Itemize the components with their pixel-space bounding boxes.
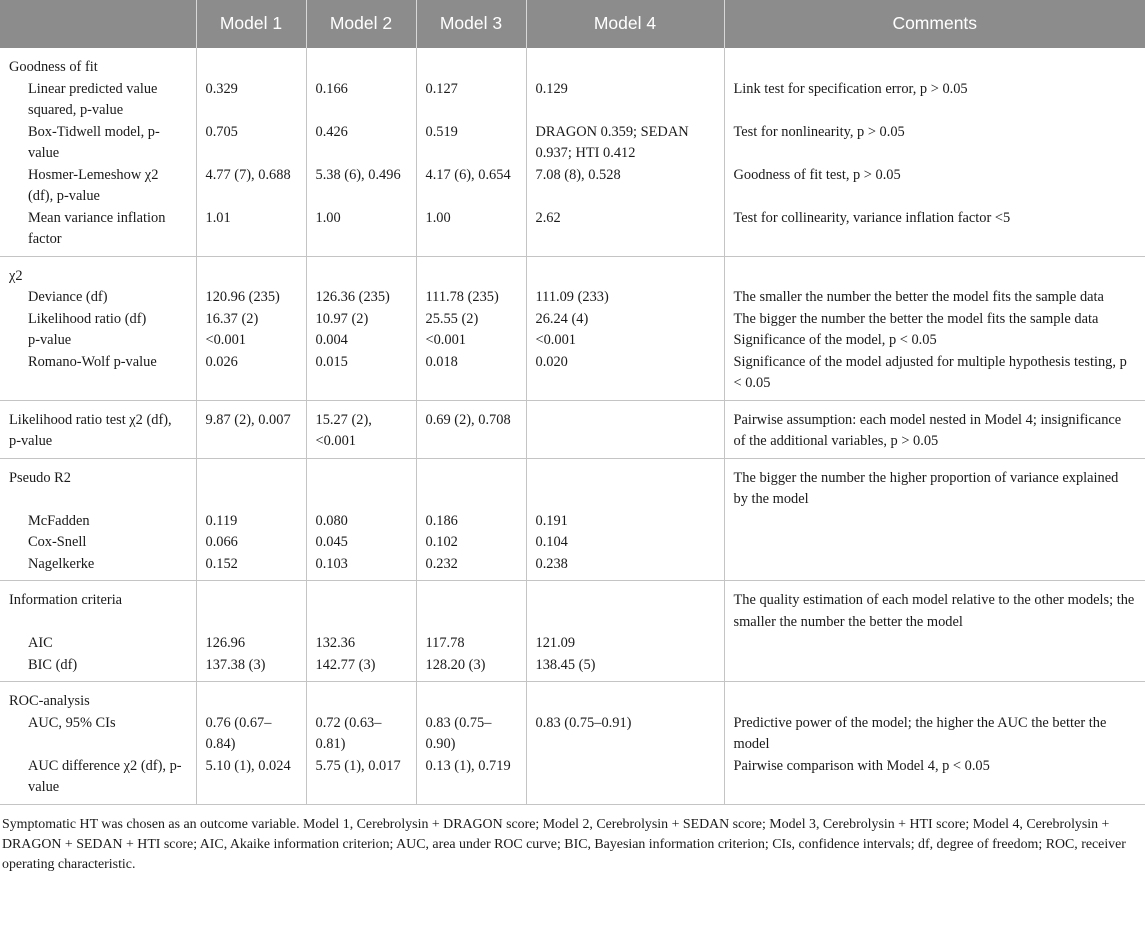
model-1-cell: 0.329 bbox=[196, 79, 306, 122]
model-1-cell: 137.38 (3) bbox=[196, 655, 306, 682]
model-1-cell: 0.705 bbox=[196, 122, 306, 165]
model-1-cell: 0.066 bbox=[196, 532, 306, 554]
model-1-cell: 4.77 (7), 0.688 bbox=[196, 165, 306, 208]
section-pseudo-r2-title bbox=[0, 458, 1145, 511]
model-4-cell: 0.83 (0.75–0.91) bbox=[526, 713, 724, 756]
model-2-cell: 0.004 bbox=[306, 330, 416, 352]
section-chi-square-title bbox=[0, 256, 1145, 287]
model-1-cell: 9.87 (2), 0.007 bbox=[196, 400, 306, 458]
section-title: ROC-analysis bbox=[9, 693, 90, 709]
table-row bbox=[0, 713, 1145, 756]
row-label: Deviance (df) bbox=[28, 289, 108, 305]
row-label: AUC difference χ2 (df), p-value bbox=[0, 756, 196, 805]
section-likelihood-ratio-test bbox=[0, 400, 1145, 458]
model-4-cell: 26.24 (4) bbox=[526, 309, 724, 331]
model-3-cell: 117.78 bbox=[416, 633, 526, 655]
model-2-cell: 5.38 (6), 0.496 bbox=[306, 165, 416, 208]
model-2-cell: 132.36 bbox=[306, 633, 416, 655]
comment-cell: Test for nonlinearity, p > 0.05 bbox=[724, 122, 1145, 165]
row-label: Mean variance inflation factor bbox=[0, 208, 196, 257]
row-label: Cox-Snell bbox=[28, 534, 87, 550]
table-row bbox=[0, 554, 1145, 581]
model-4-cell: <0.001 bbox=[526, 330, 724, 352]
section-title: Information criteria bbox=[9, 592, 123, 608]
model-4-cell: 0.238 bbox=[526, 554, 724, 581]
row-label: Box-Tidwell model, p-value bbox=[28, 123, 160, 161]
comment-cell: The smaller the number the better the model fits the sample data bbox=[724, 287, 1145, 309]
model-3-cell: 1.00 bbox=[416, 208, 526, 257]
model-3-cell: 4.17 (6), 0.654 bbox=[416, 165, 526, 208]
model-2-cell: 0.72 (0.63–0.81) bbox=[306, 713, 416, 756]
table-row bbox=[0, 511, 1145, 533]
section-title: Pseudo R2 bbox=[9, 469, 71, 486]
comment-cell: Test for collinearity, variance inflation factor <5 bbox=[724, 208, 1145, 257]
model-1-cell: 0.026 bbox=[196, 352, 306, 401]
model-2-cell: 10.97 (2) bbox=[306, 309, 416, 331]
comment-cell bbox=[724, 511, 1145, 533]
header-model-2: Model 2 bbox=[306, 0, 416, 48]
model-4-cell: 0.020 bbox=[526, 352, 724, 401]
model-3-cell: 0.018 bbox=[416, 352, 526, 401]
model-1-cell: 120.96 (235) bbox=[196, 287, 306, 309]
model-4-cell: 0.104 bbox=[526, 532, 724, 554]
comment-cell: Significance of the model, p < 0.05 bbox=[724, 330, 1145, 352]
comment-cell bbox=[724, 532, 1145, 554]
row-label: Hosmer-Lemeshow χ2 (df), p-value bbox=[28, 166, 159, 204]
comment-cell bbox=[724, 633, 1145, 655]
model-4-cell: 0.129 bbox=[526, 79, 724, 122]
model-2-cell: 0.045 bbox=[306, 532, 416, 554]
section-title: Goodness of fit bbox=[9, 59, 98, 75]
model-4-cell: 0.191 bbox=[526, 511, 724, 533]
model-4-cell: 111.09 (233) bbox=[526, 287, 724, 309]
row-label: Likelihood ratio (df) bbox=[28, 310, 147, 327]
row-label: BIC (df) bbox=[0, 655, 196, 682]
model-3-cell: 25.55 (2) bbox=[416, 309, 526, 331]
model-4-cell: 2.62 bbox=[526, 208, 724, 257]
header-row bbox=[0, 0, 1145, 48]
model-3-cell: 0.102 bbox=[416, 532, 526, 554]
model-2-cell: 0.103 bbox=[306, 554, 416, 581]
model-3-cell: 0.519 bbox=[416, 122, 526, 165]
model-2-cell: 0.166 bbox=[306, 79, 416, 122]
model-3-cell: 0.83 (0.75–0.90) bbox=[416, 713, 526, 756]
section-roc-analysis-title bbox=[0, 682, 1145, 713]
header-model-4: Model 4 bbox=[526, 0, 724, 48]
table-row bbox=[0, 309, 1145, 331]
model-2-cell: 5.75 (1), 0.017 bbox=[306, 756, 416, 805]
model-1-cell: 16.37 (2) bbox=[196, 309, 306, 331]
table-row bbox=[0, 532, 1145, 554]
section-information-criteria-title bbox=[0, 581, 1145, 634]
model-1-cell: 0.152 bbox=[196, 554, 306, 581]
model-1-cell: 1.01 bbox=[196, 208, 306, 257]
comment-cell: The quality estimation of each model relative to the other models; the smaller the number the better the model bbox=[724, 581, 1145, 634]
model-3-cell: 0.127 bbox=[416, 79, 526, 122]
comment-cell: The bigger the number the better the model fits the sample data bbox=[724, 309, 1145, 331]
table-row bbox=[0, 655, 1145, 682]
header-blank bbox=[0, 0, 196, 48]
header-comments: Comments bbox=[724, 0, 1145, 48]
model-2-cell: 126.36 (235) bbox=[306, 287, 416, 309]
row-label: AUC, 95% CIs bbox=[28, 714, 116, 731]
comment-cell: Predictive power of the model; the higher the AUC the better the model bbox=[724, 713, 1145, 756]
comment-cell: Significance of the model adjusted for multiple hypothesis testing, p < 0.05 bbox=[724, 352, 1145, 401]
row-label: Linear predicted value squared, p-value bbox=[28, 80, 158, 118]
comment-cell: Pairwise comparison with Model 4, p < 0.05 bbox=[724, 756, 1145, 805]
model-2-cell: 15.27 (2), <0.001 bbox=[306, 400, 416, 458]
table-row bbox=[0, 352, 1145, 401]
table-row bbox=[0, 165, 1145, 208]
model-3-cell: 111.78 (235) bbox=[416, 287, 526, 309]
model-1-cell: 0.76 (0.67–0.84) bbox=[196, 713, 306, 756]
model-2-cell: 1.00 bbox=[306, 208, 416, 257]
comment-cell: Link test for specification error, p > 0.05 bbox=[724, 79, 1145, 122]
header-model-3: Model 3 bbox=[416, 0, 526, 48]
table-row bbox=[0, 633, 1145, 655]
section-goodness-of-fit-title bbox=[0, 48, 1145, 79]
row-label: Nagelkerke bbox=[0, 554, 196, 581]
comment-cell: Goodness of fit test, p > 0.05 bbox=[724, 165, 1145, 208]
model-4-cell bbox=[526, 400, 724, 458]
row-label: McFadden bbox=[28, 512, 90, 529]
model-3-cell: 0.186 bbox=[416, 511, 526, 533]
table-row bbox=[0, 79, 1145, 122]
model-4-cell: 138.45 (5) bbox=[526, 655, 724, 682]
model-4-cell: DRAGON 0.359; SEDAN 0.937; HTI 0.412 bbox=[526, 122, 724, 165]
comment-cell bbox=[724, 655, 1145, 682]
model-1-cell: 5.10 (1), 0.024 bbox=[196, 756, 306, 805]
section-title: χ2 bbox=[9, 267, 23, 284]
comment-cell: Pairwise assumption: each model nested in Model 4; insignificance of the additional variables, p > 0.05 bbox=[724, 400, 1145, 458]
model-3-cell: 128.20 (3) bbox=[416, 655, 526, 682]
model-1-cell: 0.119 bbox=[196, 511, 306, 533]
model-1-cell: 126.96 bbox=[196, 633, 306, 655]
table-footnote: Symptomatic HT was chosen as an outcome variable. Model 1, Cerebrolysin + DRAGON score; Model 2, Cerebrolysin + SEDAN score; Model 3, Cerebrolysin + HTI score; Model 4, Cerebrolysin + DRAGON + SEDAN + HTI score; AIC, Akaike information criterion; AUC, area under ROC curve; BIC, Bayesian information criterion; CIs, confidence intervals; df, degree of freedom; ROC, receiver operating characteristic. bbox=[2, 816, 1126, 872]
comment-cell: The bigger the number the higher proportion of variance explained by the model bbox=[724, 458, 1145, 511]
model-3-cell: <0.001 bbox=[416, 330, 526, 352]
model-2-cell: 0.015 bbox=[306, 352, 416, 401]
model-2-cell: 0.426 bbox=[306, 122, 416, 165]
row-label: AIC bbox=[28, 635, 53, 651]
table-row bbox=[0, 287, 1145, 309]
table-row bbox=[0, 122, 1145, 165]
table-row bbox=[0, 330, 1145, 352]
model-2-cell: 142.77 (3) bbox=[306, 655, 416, 682]
model-3-cell: 0.69 (2), 0.708 bbox=[416, 400, 526, 458]
comment-cell bbox=[724, 554, 1145, 581]
model-3-cell: 0.232 bbox=[416, 554, 526, 581]
model-4-cell: 7.08 (8), 0.528 bbox=[526, 165, 724, 208]
header-model-1: Model 1 bbox=[196, 0, 306, 48]
model-2-cell: 0.080 bbox=[306, 511, 416, 533]
table-row bbox=[0, 208, 1145, 257]
model-1-cell: <0.001 bbox=[196, 330, 306, 352]
model-4-cell: 121.09 bbox=[526, 633, 724, 655]
model-3-cell: 0.13 (1), 0.719 bbox=[416, 756, 526, 805]
model-4-cell bbox=[526, 756, 724, 805]
row-label: p-value bbox=[28, 332, 72, 348]
row-label: Romano-Wolf p-value bbox=[0, 352, 196, 401]
table-row bbox=[0, 756, 1145, 805]
section-title: Likelihood ratio test χ2 (df), p-value bbox=[0, 400, 196, 458]
